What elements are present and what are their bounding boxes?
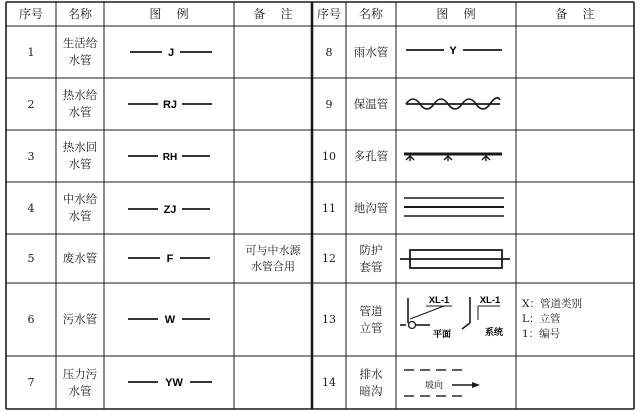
perforated-pipe-symbol	[396, 130, 516, 182]
row-index: 8	[325, 45, 333, 59]
row-name: 废水管	[62, 251, 98, 265]
row-name: 热水回 水管	[62, 140, 98, 171]
row-name: 排水 暗沟	[359, 366, 383, 398]
pipe-line-symbol	[104, 78, 234, 130]
row-index: 9	[325, 97, 333, 111]
row-index: 3	[27, 149, 35, 163]
slope-direction-label: 坡向	[424, 380, 444, 390]
row-index: 4	[27, 201, 35, 215]
row-name: 中水给 水管	[62, 192, 98, 223]
covered-drain-symbol	[396, 356, 516, 409]
header-name-right: 名称	[358, 6, 383, 21]
row-remark: X：管道类别 L：立管 1：编号	[522, 298, 582, 340]
rain-pipe-symbol	[396, 26, 516, 78]
header-name-left: 名称	[67, 6, 92, 21]
riser-system-caption: 系统	[484, 327, 504, 337]
riser-system-code: XL-1	[479, 295, 501, 306]
row-name: 生活给 水管	[62, 36, 98, 67]
header-legend-left: 图 例	[149, 6, 189, 21]
row-index: 10	[322, 149, 336, 163]
pipe-line-symbol	[104, 356, 234, 409]
riser-plan-caption: 平面	[432, 329, 452, 339]
pipe-line-symbol	[104, 283, 234, 356]
riser-plan-code: XL-1	[428, 295, 450, 306]
row-index: 13	[322, 313, 336, 326]
trench-pipe-symbol	[396, 182, 516, 234]
pipe-code-label: Y	[449, 45, 457, 57]
header-index-right: 序号	[316, 6, 341, 21]
header-index-left: 序号	[18, 6, 43, 21]
pipe-code-label: RJ	[162, 99, 178, 111]
row-index: 14	[322, 376, 336, 389]
row-index: 12	[322, 252, 336, 265]
header-legend-right: 图 例	[436, 6, 476, 21]
pipe-line-symbol	[104, 234, 234, 283]
row-name: 多孔管	[353, 148, 389, 163]
row-index: 2	[27, 97, 35, 111]
row-name: 雨水管	[353, 44, 389, 59]
row-name: 污水管	[62, 312, 98, 326]
pipe-code-label: F	[166, 253, 174, 265]
row-name: 管道 立管	[359, 303, 383, 335]
pipe-line-symbol	[104, 130, 234, 182]
row-name: 压力污 水管	[62, 366, 98, 398]
row-index: 11	[322, 201, 336, 215]
row-index: 1	[27, 45, 35, 59]
pipe-line-symbol	[104, 26, 234, 78]
insulated-pipe-symbol	[396, 78, 516, 130]
pipe-line-symbol	[104, 182, 234, 234]
row-index: 6	[27, 313, 35, 326]
pipe-code-label: YW	[165, 377, 183, 389]
riser-pipe-symbol	[396, 283, 516, 356]
pipe-code-label: RH	[162, 152, 178, 163]
row-name: 地沟管	[353, 200, 389, 215]
pipe-code-label: ZJ	[163, 204, 177, 216]
row-name: 保温管	[353, 96, 389, 111]
row-name: 防护 套管	[359, 242, 383, 274]
pipe-code-label: W	[164, 314, 176, 326]
row-index: 5	[27, 252, 35, 265]
header-remark-right: 备 注	[555, 6, 595, 21]
row-index: 7	[27, 376, 35, 389]
row-remark: 可与中水源 水管合用	[245, 243, 301, 273]
protective-sleeve-symbol	[396, 234, 516, 283]
header-remark-left: 备 注	[253, 6, 293, 21]
row-name: 热水给 水管	[62, 88, 98, 119]
pipe-code-label: J	[167, 47, 175, 59]
